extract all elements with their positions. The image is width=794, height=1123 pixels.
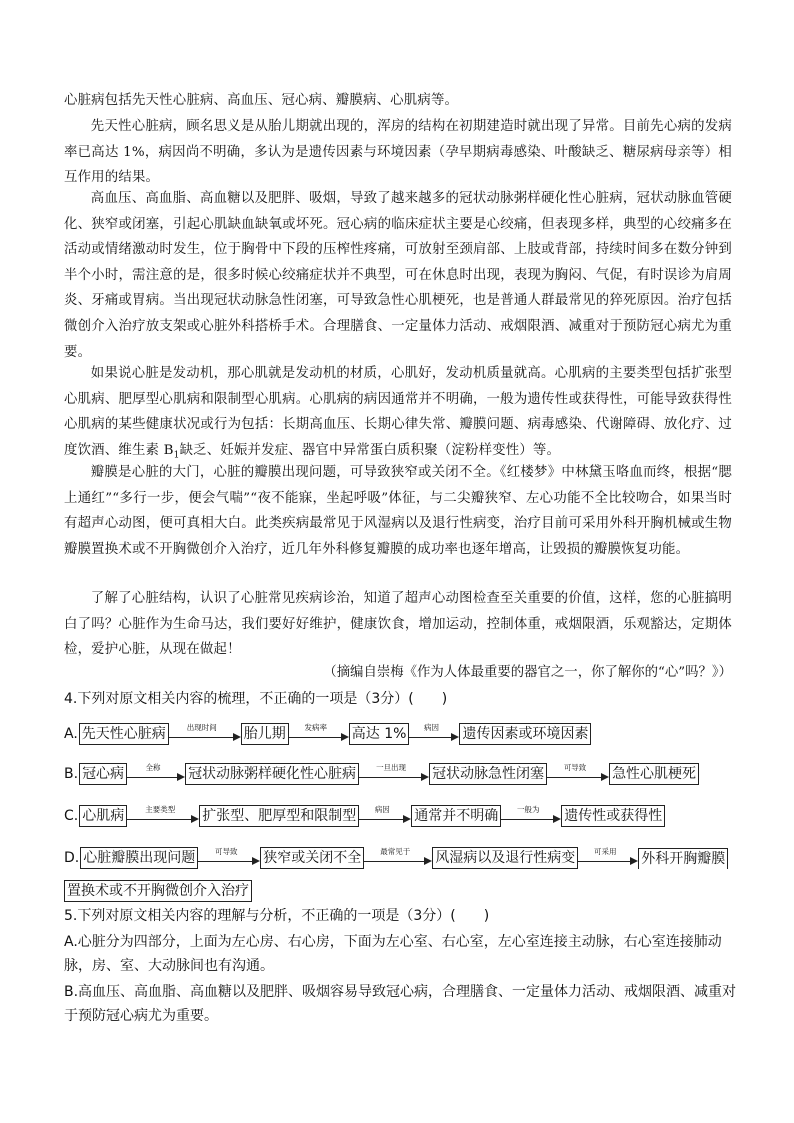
passage-source: （摘编自崇梅《作为人体最重要的器官之一，你了解你的“心”吗？》） — [323, 665, 732, 680]
flow-node: 风湿病以及退行性病变 — [432, 847, 578, 869]
flow-node: 先天性心脏病 — [79, 723, 169, 745]
passage-paragraph-4: 瓣膜是心脏的大门，心脏的瓣膜出现问题，可导致狭窄或关闭不全。《红楼梦》中林黛玉咯血而终，根据“腮上通红”“多行一步，便会气喘”“夜不能寐，坐起呼吸”体征，与二尖瓣狭窄、左心功能不全比较吻合，如果当时有超声心动图，便可真相大白。此类疾病最常见于风湿病以及退行性病变，治疗目前可采用外科开胸机械或生物瓣膜置换术或不开胸微创介入治疗，近几年外科修复瓣膜的成功率也逐年增高，让毁损的瓣膜恢复功能。 — [64, 465, 732, 557]
question-5-title: 5.下列对原文相关内容的理解与分析，不正确的一项是（3分）( ) — [64, 908, 490, 924]
flow-node: 遗传因素或环境因素 — [459, 723, 591, 745]
arrow-label: 主要类型 — [145, 805, 176, 814]
arrow-label: 出现时间 — [186, 723, 217, 732]
arrow-label: 最常见于 — [380, 847, 411, 856]
flow-node: 胎儿期 — [241, 723, 289, 745]
flow-node: 冠状动脉粥样硬化性心脏病 — [185, 763, 359, 785]
arrow-label: 病因 — [423, 723, 439, 732]
arrow-icon — [364, 845, 432, 871]
arrow-label: 可导致 — [214, 847, 238, 856]
option-letter: C. — [64, 808, 79, 824]
q5-option-a[interactable]: A.心脏分为四部分，上面为左心房、右心房，下面为左心室、右心室，左心室连接主动脉，右心室连接肺动脉，房、室、大动脉间也有沟通。 — [64, 934, 722, 974]
q5-option-b[interactable]: B.高血压、高血脂、高血糖以及肥胖、吸烟容易导致冠心病，合理膳食、一定量体力活动、戒烟限酒、减重对于预防冠心病尤为重要。 — [64, 984, 737, 1024]
flow-node: 通常并不明确 — [411, 805, 501, 827]
question-4-title: 4.下列对原文相关内容的梳理，不正确的一项是（3分）( ) — [64, 691, 448, 707]
arrow-label: 一旦出现 — [376, 763, 407, 772]
arrow-label: 病因 — [374, 805, 390, 814]
arrow-icon — [359, 761, 429, 787]
q4-option-d[interactable] — [64, 845, 728, 871]
arrow-label: 全称 — [145, 763, 161, 772]
option-letter: B. — [64, 766, 79, 782]
option-letter: A. — [64, 726, 78, 742]
arrow-icon — [169, 721, 241, 747]
passage-paragraph-5: 了解了心脏结构，认识了心脏常见疾病诊治，知道了超声心动图检查至关重要的价值，这样，您的心脏搞明白了吗？心脏作为生命马达，我们要好好维护，健康饮食，增加运动，控制体重，戒烟限酒，乐观豁达，定期体检，爱护心脏，从现在做起！ — [64, 591, 732, 658]
vitamin-subscript: 1 — [173, 450, 180, 461]
flow-node: 冠状动脉急性闭塞 — [429, 763, 547, 785]
paragraph-3-text: 如果说心脏是发动机，那心肌就是发动机的材质，心肌好，发动机质量就高。心肌病的主要类型包括扩张型心肌病、肥厚型心肌病和限制型心肌病。心肌病的病因通常并不明确，一般为遗传性或获得性，可能导致获得性心肌病的某些健康状况或行为包括：长期高血压、长期心律失常、瓣膜问题、病毒感染、代谢障碍、放化疗、过度饮酒、维生素 B — [64, 366, 732, 458]
flow-node: 扩张型、肥厚型和限制型 — [199, 805, 359, 827]
arrow-icon — [359, 803, 411, 829]
arrow-label: 一般为 — [516, 805, 540, 814]
flow-node: 外科开胸瓣膜 — [638, 848, 728, 869]
passage-paragraph-0: 心脏病包括先天性心脏病、高血压、冠心病、瓣膜病、心肌病等。 — [64, 93, 459, 108]
flow-node: 急性心肌梗死 — [609, 763, 699, 785]
flow-node: 心肌病 — [79, 805, 127, 827]
arrow-icon — [127, 761, 185, 787]
flow-node: 冠心病 — [79, 763, 127, 785]
flow-node: 心脏瓣膜出现问题 — [80, 847, 198, 869]
q4-option-c[interactable] — [64, 803, 665, 829]
paragraph-3-text-end: 缺乏、妊娠并发症、器官中异常蛋白质积聚（淀粉样变性）等。 — [179, 442, 561, 458]
q4-option-a[interactable] — [64, 721, 591, 747]
passage-paragraph-1: 先天性心脏病，顾名思义是从胎儿期就出现的，浑房的结构在初期建造时就出现了异常。目前先心病的发病率已高达 1%，病因尚不明确，多认为是遗传因素与环境因素（孕早期病毒感染、叶酸缺乏、糖尿病母亲等）相互作用的结果。 — [64, 119, 732, 186]
arrow-label: 可采用 — [593, 847, 617, 856]
option-letter: D. — [64, 850, 80, 866]
arrow-icon — [501, 803, 561, 829]
arrow-label: 可导致 — [563, 763, 587, 772]
arrow-icon — [198, 845, 260, 871]
arrow-icon — [289, 721, 349, 747]
arrow-icon — [409, 721, 459, 747]
flow-node-continued: 置换术或不开胸微创介入治疗 — [64, 880, 252, 902]
passage-paragraph-2: 高血压、高血脂、高血糖以及肥胖、吸烟，导致了越来越多的冠状动脉粥样硬化性心脏病，冠状动脉血管硬化、狭窄或闭塞，引起心肌缺血缺氧或坏死。冠心病的临床症状主要是心绞痛，但表现多样，典型的心绞痛多在活动或情绪激动时发生，位于胸骨中下段的压榨性疼痛，可放射至颈肩部、上肢或背部，持续时间多在数分钟到半个小时，需注意的是，很多时候心绞痛症状并不典型，可在休息时出现，表现为胸闷、气促，有时误诊为肩周炎、牙痛或胃病。当出现冠状动脉急性闭塞，可导致急性心肌梗死，也是普通人群最常见的猝死原因。治疗包括微创介入治疗放支架或心脏外科搭桥手术。合理膳食、一定量体力活动、戒烟限酒、减重对于预防冠心病尤为重要。 — [64, 191, 732, 360]
q4-option-b[interactable] — [64, 761, 699, 787]
flow-node: 狭窄或关闭不全 — [260, 847, 364, 869]
passage-paragraph-3 — [64, 361, 732, 469]
flow-node: 遗传性或获得性 — [561, 805, 665, 827]
arrow-icon — [127, 803, 199, 829]
arrow-label: 发病率 — [304, 723, 328, 732]
flow-node: 高达 1% — [349, 723, 410, 745]
arrow-icon — [578, 845, 638, 871]
arrow-icon — [547, 761, 609, 787]
